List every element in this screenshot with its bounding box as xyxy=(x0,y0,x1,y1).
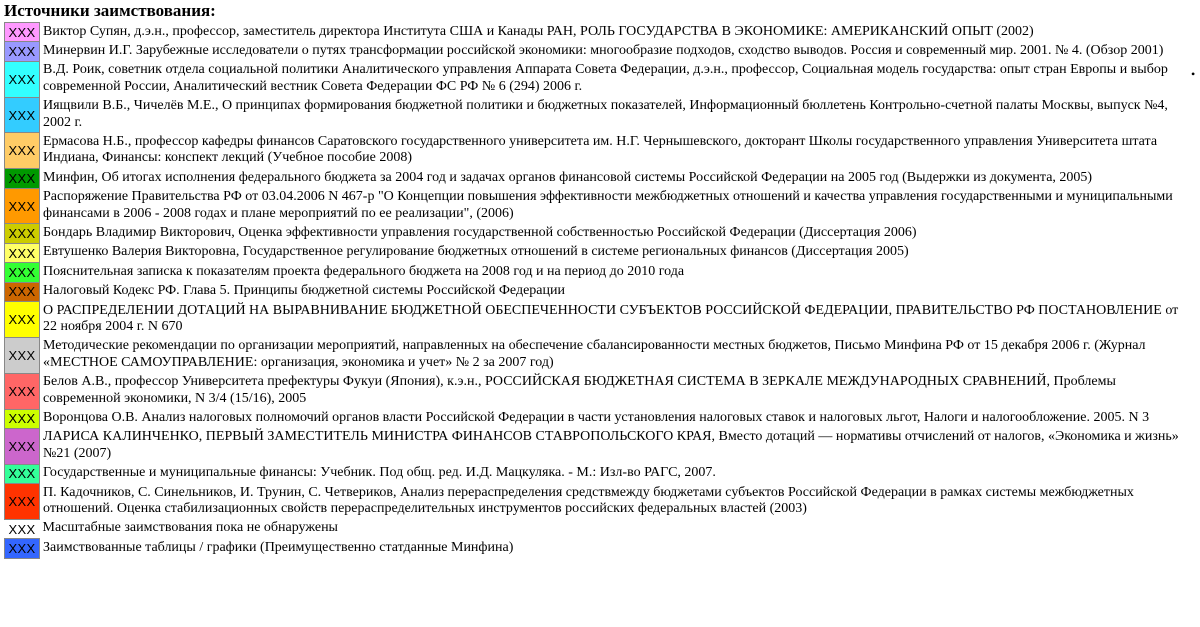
source-row xyxy=(5,373,1190,409)
source-citation: Минфин, Об итогах исполнения федерального бюджета за 2004 год и задачах органов финансовой системы Российской Федерации на 2005 год (Выдержки из документа, 2005) xyxy=(43,169,1093,185)
source-row xyxy=(5,519,1190,538)
source-row xyxy=(5,282,1190,301)
source-row xyxy=(5,42,1190,61)
source-citation: Методические рекомендации по организации мероприятий, направленных на обеспечение сбалансированности местных бюджетов, Письмо Минфина РФ от 15 декабря 2006 г. (Журнал «МЕСТНОЕ САМОУПРАВЛЕНИЕ: организация, экономика и учет» № 2 за 2007 год) xyxy=(43,338,1146,370)
source-color-code: XXX xyxy=(5,42,40,61)
source-row xyxy=(5,169,1190,188)
source-citation: Ермасова Н.Б., профессор кафедры финансов Саратовского государственного университета им. Н.Г. Чернышевского, докторант Школы государственного управления Университета штата Индиана, Финансы: конспект лекций (Учебное пособие 2008) xyxy=(43,133,1158,166)
source-color-code: XXX xyxy=(5,282,40,301)
source-color-code: XXX xyxy=(8,521,36,537)
source-citation: Воронцова О.В. Анализ налоговых полномочий органов власти Российской Федерации в части установления налоговых ставок и налоговых льгот, Налоги и налогообложение. 2005. N 3 xyxy=(43,410,1150,426)
source-row xyxy=(5,263,1190,282)
source-citation: В.Д. Роик, советник отдела социальной политики Аналитического управления Аппарата Совета Федерации, д.э.н., профессор, Социальная модель государства: опыт стран Европы и выбор современной России, Аналитический вестник Совета Федерации ФС РФ № 6 (294) 2006 г. xyxy=(43,62,1168,94)
source-row xyxy=(5,409,1190,428)
source-color-code: XXX xyxy=(5,539,40,558)
source-citation: Евтушенко Валерия Викторовна, Государственное регулирование бюджетных отношений в системе региональных финансов (Диссертация 2005) xyxy=(43,244,909,260)
source-citation: Масштабные заимствования пока не обнаружены xyxy=(42,520,338,536)
source-row xyxy=(5,337,1190,373)
source-color-code: XXX xyxy=(5,464,40,483)
source-row xyxy=(5,133,1190,169)
source-color-code: XXX xyxy=(5,224,40,243)
source-row xyxy=(5,302,1190,338)
source-citation: Государственные и муниципальные финансы: Учебник. Под общ. ред. И.Д. Мацкуляка. - М.: Изл-во РАГС, 2007. xyxy=(43,465,716,481)
source-color-code: XXX xyxy=(5,428,40,464)
legend-title: Источники заимствования: xyxy=(4,1,216,20)
source-color-code: XXX xyxy=(5,97,40,133)
source-color-code: XXX xyxy=(5,188,40,224)
source-row xyxy=(5,61,1190,97)
source-color-code: XXX xyxy=(5,133,40,169)
source-color-code: XXX xyxy=(5,373,40,409)
source-citation: Распоряжение Правительства РФ от 03.04.2006 N 467-р "О Концепции повышения эффективности межбюджетных отношений и качества управления государственными и муниципальными финансами в 2006 - 2008 годах и плане мероприятий по ее реализации", (2006) xyxy=(43,189,1173,221)
source-color-code: XXX xyxy=(5,484,40,520)
source-color-code: XXX xyxy=(5,302,40,338)
source-row xyxy=(5,97,1190,133)
source-citation: Иящвили В.Б., Чичелёв М.Е., О принципах формирования бюджетной политики и бюджетных показателей, Информационный бюллетень Контрольно-счетной палаты Москвы, выпуск №4, 2002 г. xyxy=(43,98,1168,130)
source-citation: Виктор Супян, д.э.н., профессор, заместитель директора Института США и Канады РАН, РОЛЬ ГОСУДАРСТВА В ЭКОНОМИКЕ: АМЕРИКАНСКИЙ ОПЫТ (2002) xyxy=(43,23,1034,39)
source-row xyxy=(5,224,1190,243)
source-row xyxy=(5,243,1190,262)
sources-list xyxy=(5,23,1190,559)
sources-table xyxy=(4,22,1190,559)
source-color-code: XXX xyxy=(5,243,40,262)
source-row xyxy=(5,428,1190,464)
edge-mark: • xyxy=(1191,67,1196,81)
source-color-code: XXX xyxy=(5,409,40,428)
source-citation: Минервин И.Г. Зарубежные исследователи о путях трансформации российской экономики: многообразие подходов, сходство выводов. Россия и современный мир. 2001. № 4. (Обзор 2001) xyxy=(43,42,1164,58)
source-color-code: XXX xyxy=(5,61,40,97)
source-row xyxy=(5,23,1190,42)
source-citation: ЛАРИСА КАЛИНЧЕНКО, ПЕРВЫЙ ЗАМЕСТИТЕЛЬ МИНИСТРА ФИНАНСОВ СТАВРОПОЛЬСКОГО КРАЯ, Вместо дотаций — нормативы отчислений от налогов, «Экономика и жизнь» №21 (2007) xyxy=(43,429,1179,461)
source-color-code: XXX xyxy=(5,169,40,188)
source-color-code: XXX xyxy=(5,263,40,282)
source-citation: Бондарь Владимир Викторович, Оценка эффективности управления государственной собственностью Российской Федерации (Диссертация 2006) xyxy=(43,224,917,240)
source-row xyxy=(5,464,1190,483)
source-citation: Налоговый Кодекс РФ. Глава 5. Принципы бюджетной системы Российской Федерации xyxy=(43,283,565,299)
source-row xyxy=(5,539,1190,558)
source-color-code: XXX xyxy=(5,23,40,42)
source-row xyxy=(5,484,1190,520)
source-row xyxy=(5,188,1190,224)
source-citation: Белов А.В., профессор Университета префектуры Фукуи (Япония), к.э.н., РОССИЙСКАЯ БЮДЖЕТНАЯ СИСТЕМА В ЗЕРКАЛЕ МЕЖДУНАРОДНЫХ СРАВНЕНИЙ, Проблемы современной экономики, N 3/4 (15/16), 2005 xyxy=(43,374,1116,406)
source-citation: Пояснительная записка к показателям проекта федерального бюджета на 2008 год и на период до 2010 года xyxy=(43,263,685,279)
source-color-code: XXX xyxy=(5,337,40,373)
source-citation: П. Кадочников, С. Синельников, И. Трунин, С. Четвериков, Анализ перераспределения средствмежду бюджетами субъектов Российской Федерации в рамках системы межбюджетных отношений. Оценка стабилизационных свойств перераспределительных инструментов российских федеральных властей (2003) xyxy=(43,484,1134,517)
source-citation: Заимствованные таблицы / графики (Преимущественно статданные Минфина) xyxy=(43,539,514,555)
source-citation: О РАСПРЕДЕЛЕНИИ ДОТАЦИЙ НА ВЫРАВНИВАНИЕ БЮДЖЕТНОЙ ОБЕСПЕЧЕННОСТИ СУБЪЕКТОВ РОССИЙСКОЙ ФЕДЕРАЦИИ, ПРАВИТЕЛЬСТВО РФ ПОСТАНОВЛЕНИЕ от 22 ноября 2004 г. N 670 xyxy=(43,302,1179,334)
